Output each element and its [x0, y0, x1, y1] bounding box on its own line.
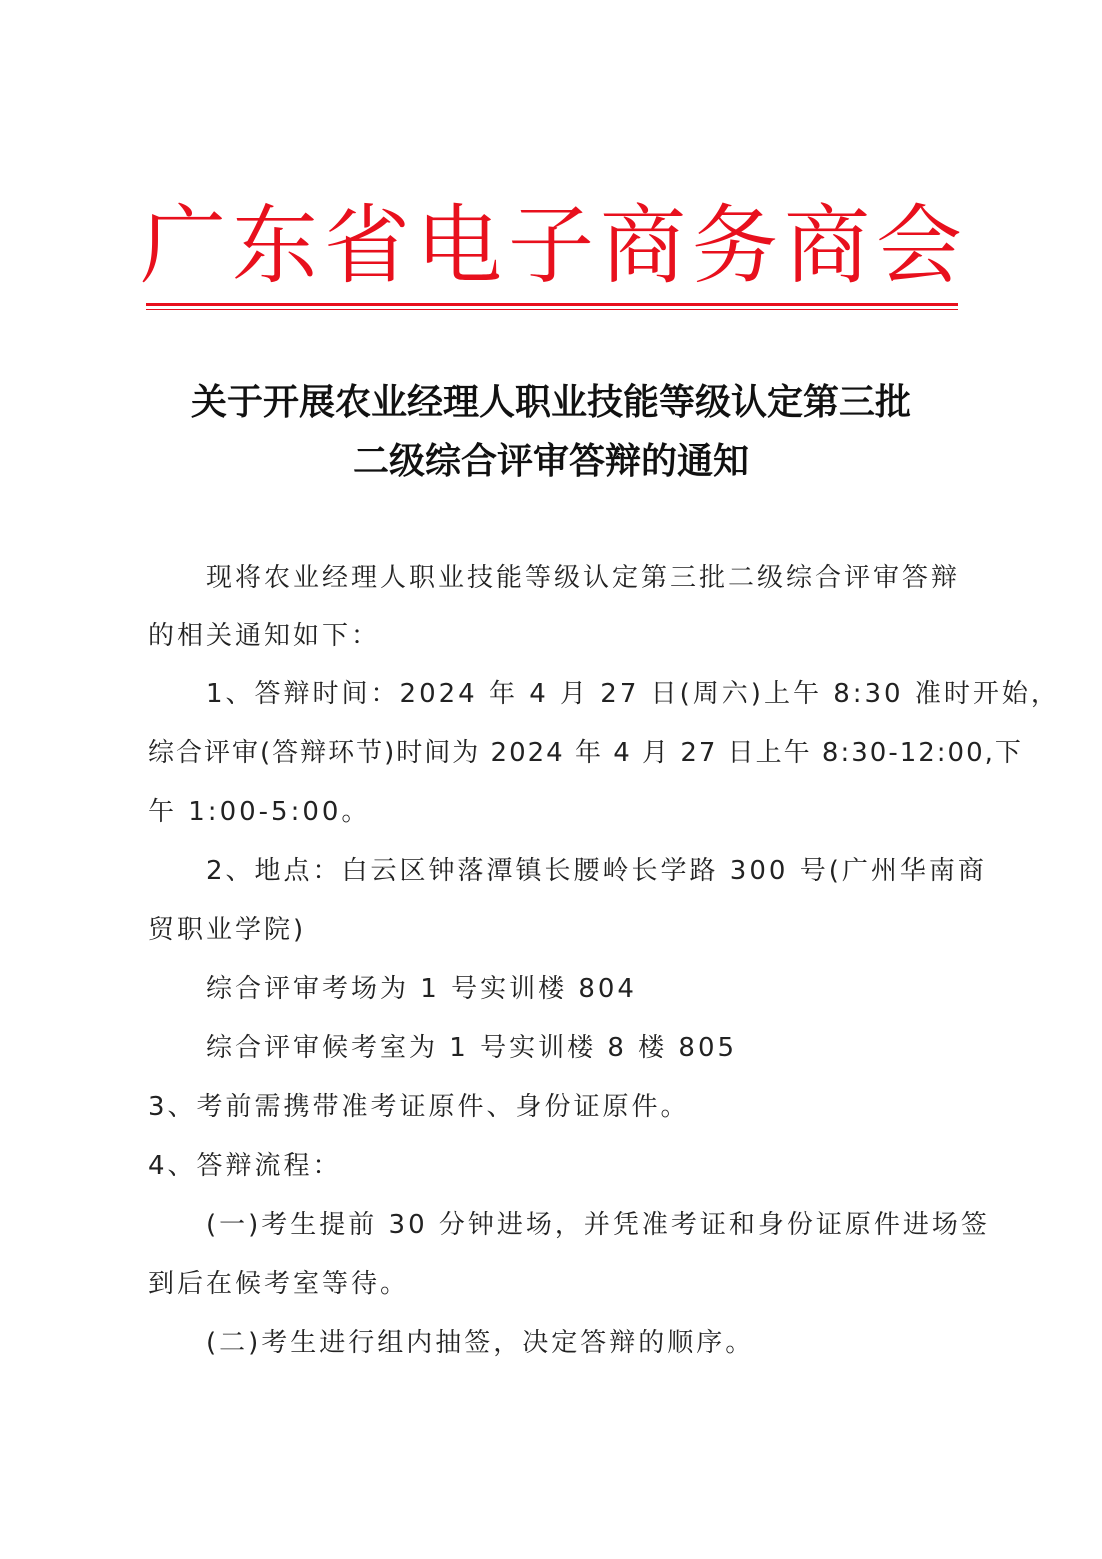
- document-title-line-2: 二级综合评审答辩的通知: [352, 441, 749, 482]
- step1-line-2: 到后在候考室等待。: [148, 1269, 410, 1299]
- item2-line-2: 贸职业学院): [148, 915, 307, 945]
- item2-line-1: 2、地点：白云区钟落潭镇长腰岭长学路 300 号(广州华南商: [206, 856, 987, 886]
- header-red-rule-thin: [146, 309, 958, 310]
- step1-line-1: (一)考生提前 30 分钟进场，并凭准考证和身份证原件进场签: [206, 1210, 990, 1240]
- intro-line-2: 的相关通知如下：: [148, 621, 381, 651]
- document-title-line-1: 关于开展农业经理人职业技能等级认定第三批: [190, 382, 911, 423]
- waiting-room-line: 综合评审候考室为 1 号实训楼 8 楼 805: [206, 1033, 738, 1063]
- item1-line-1: 1、答辩时间：2024 年 4 月 27 日(周六)上午 8:30 准时开始，: [206, 679, 1060, 709]
- item4-line: 4、答辩流程：: [148, 1151, 342, 1181]
- organization-header: 广东省电子商务商会: [140, 196, 968, 296]
- exam-room-line: 综合评审考场为 1 号实训楼 804: [206, 974, 637, 1004]
- step2-line: (二)考生进行组内抽签，决定答辩的顺序。: [206, 1328, 755, 1358]
- item3-line: 3、考前需携带准考证原件、身份证原件。: [148, 1092, 690, 1122]
- header-red-rule-thick: [146, 303, 958, 306]
- intro-line-1: 现将农业经理人职业技能等级认定第三批二级综合评审答辩: [206, 563, 961, 593]
- item1-line-2: 综合评审(答辩环节)时间为 2024 年 4 月 27 日上午 8:30-12:00,下: [148, 738, 1023, 768]
- item1-line-3: 午 1:00-5:00。: [148, 797, 371, 827]
